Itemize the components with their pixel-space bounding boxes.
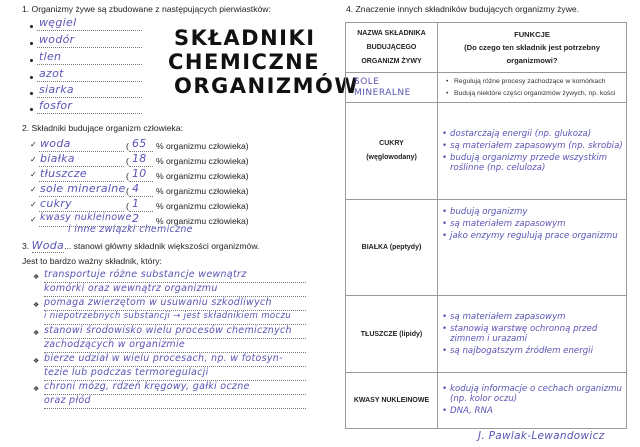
answer-line (129, 153, 153, 167)
answer-line (37, 51, 142, 65)
component-percent: 18 (132, 152, 147, 165)
element-answer: siarka (39, 83, 74, 96)
element-item (30, 51, 142, 66)
answer-line (37, 84, 142, 98)
diamond-bullet-icon: ❖ (33, 302, 40, 309)
row-name-sub: (węglowodany) (366, 154, 417, 161)
extra-note: i inne związki chemiczne (68, 224, 193, 235)
function-item: • DNA, RNA (438, 406, 626, 416)
function-line (44, 368, 306, 381)
bullet-icon (30, 42, 33, 45)
answer-line (39, 153, 124, 167)
header-name-column (346, 23, 438, 73)
answer-line (39, 168, 124, 182)
row-functions (438, 373, 627, 429)
header-text: NAZWA SKŁADNIKA (357, 29, 426, 37)
diamond-bullet-icon: ❖ (33, 330, 40, 337)
function-line (44, 340, 306, 353)
title-line: ORGANIZMÓW (174, 74, 360, 98)
percent-label: % organizmu człowieka) (156, 186, 249, 196)
element-answer: węgiel (39, 16, 77, 29)
row-name (346, 103, 438, 200)
function-text: i niepotrzebnych substancji → jest składnikiem moczu (44, 311, 292, 321)
answer-line (37, 17, 142, 31)
table-row (346, 73, 627, 103)
row-name-text: TŁUSZCZE (lipidy) (360, 330, 423, 338)
component-item (30, 138, 250, 153)
function-text: bierze udział w wielu procesach, np. w fotosyn- (44, 353, 283, 364)
section3 (22, 239, 259, 252)
row-functions (438, 73, 627, 103)
bullet-icon (30, 108, 33, 111)
element-item (30, 68, 142, 83)
function-text: komórki oraz wewnątrz organizmu (44, 283, 218, 294)
section1-heading: 1. Organizmy żywe są zbudowane z następujących pierwiastków: (22, 4, 271, 14)
function-item: • stanowią warstwę ochronną przed zimnem i urazami (438, 324, 626, 344)
answer-line (129, 198, 153, 212)
function-text: stanowi środowisko wielu procesów chemicznych (44, 325, 292, 336)
diamond-bullet-icon: ❖ (33, 358, 40, 365)
percent-label: % organizmu człowieka) (156, 171, 249, 181)
function-item: • Budują niektóre części organizmów żywych, np. kości (438, 89, 626, 99)
answer-line (37, 68, 142, 82)
percent-label: % organizmu człowieka) (156, 216, 249, 226)
function-item: • dostarczają energii (np. glukoza) (438, 129, 626, 139)
function-text: zachodzących w organizmie (44, 339, 186, 350)
functions-heading: Jest to bardzo ważny składnik, który: (22, 256, 162, 266)
row-functions (438, 296, 627, 373)
checkmark-icon: ✓ (30, 170, 37, 179)
function-item: • są materiałem zapasowym (438, 219, 626, 229)
function-text: tezie lub podczas termoregulacji (44, 367, 209, 378)
function-text: transportuje różne substancje wewnątrz (44, 269, 247, 280)
function-text: chroni mózg, rdzeń kręgowy, gałki oczne (44, 381, 250, 392)
component-name: białka (40, 152, 75, 165)
paren: ( (126, 186, 129, 196)
section3-answer: Woda (31, 239, 65, 252)
title-line: CHEMICZNE (168, 50, 321, 74)
function-item: • są materiałem zapasowym (438, 312, 626, 322)
function-item: • są najbogatszym źródłem energii (438, 346, 626, 356)
component-percent: 4 (132, 182, 140, 195)
table-row (346, 103, 627, 200)
diamond-bullet-icon: ❖ (33, 386, 40, 393)
component-name: tłuszcze (40, 167, 87, 180)
header-text: BUDUJĄCEGO (366, 43, 417, 51)
table-row (346, 200, 627, 296)
checkmark-icon: ✓ (30, 185, 37, 194)
component-percent: 65 (132, 137, 147, 150)
row-name (346, 73, 438, 103)
section3-text: ... stanowi główny składnik większości organizmów. (64, 241, 260, 251)
component-name: cukry (40, 197, 72, 210)
row-name (346, 200, 438, 296)
checkmark-icon: ✓ (30, 215, 37, 224)
element-answer: tlen (39, 50, 62, 63)
function-item: • budują organizmy przede wszystkim roślinne (np. celuloza) (438, 153, 626, 173)
row-functions (438, 103, 627, 200)
component-name: woda (40, 137, 71, 150)
function-item: • są materiałem zapasowym (np. skrobia) (438, 141, 626, 151)
element-answer: wodór (39, 33, 75, 46)
header-text: FUNKCJE (514, 30, 550, 39)
function-text: oraz płód (44, 395, 91, 406)
header-functions-column (438, 23, 627, 73)
function-item: • kodują informacje o cechach organizmu (np. kolor oczu) (438, 384, 626, 404)
section4-heading: 4. Znaczenie innych składników budujących organizmy żywe. (346, 4, 580, 14)
element-answer: azot (39, 67, 64, 80)
bullet-icon (30, 59, 33, 62)
function-line (44, 382, 306, 395)
table-row (346, 373, 627, 429)
component-percent: 2 (132, 212, 140, 225)
function-text: pomaga zwierzętom w usuwaniu szkodliwych (44, 297, 272, 308)
header-text: (Do czego ten składnik jest potrzebny organizmowi? (464, 43, 600, 65)
section2-heading: 2. Składniki budujące organizm człowieka: (22, 123, 183, 133)
component-name: kwasy nukleinowe (40, 212, 132, 223)
section3-number: 3. (22, 241, 30, 251)
component-percent: 1 (132, 197, 140, 210)
function-item: • budują organizmy (438, 207, 626, 217)
component-item (30, 168, 250, 183)
answer-line (39, 198, 124, 212)
element-item (30, 17, 142, 32)
signature: J. Pawlak-Lewandowicz (478, 430, 605, 442)
function-line (44, 354, 306, 367)
answer-line (129, 138, 153, 152)
percent-label: % organizmu człowieka) (156, 141, 249, 151)
paren: ( (126, 156, 129, 166)
element-answer: fosfor (39, 99, 73, 112)
checkmark-icon: ✓ (30, 140, 37, 149)
row-name (346, 296, 438, 373)
component-item (30, 153, 250, 168)
bullet-icon (30, 76, 33, 79)
element-item (30, 84, 142, 99)
answer-line (37, 34, 142, 48)
checkmark-icon: ✓ (30, 200, 37, 209)
checkmark-icon: ✓ (30, 155, 37, 164)
paren: ( (126, 141, 129, 151)
table-header-row (346, 23, 627, 73)
component-item (30, 198, 250, 213)
percent-label: % organizmu człowieka) (156, 201, 249, 211)
components-table (345, 22, 627, 429)
answer-line (129, 183, 153, 197)
row-name-text: SOLE MINERALNE (354, 76, 411, 98)
header-text: ORGANIZM ŻYWY (361, 57, 422, 65)
bullet-icon (30, 92, 33, 95)
function-item: • Regulują różne procesy zachodzące w komórkach (438, 77, 626, 87)
row-name-text: CUKRY (379, 140, 404, 147)
answer-line (39, 183, 124, 197)
answer-line (37, 100, 142, 114)
function-line (44, 298, 306, 311)
component-item (30, 183, 250, 198)
function-line (44, 270, 306, 283)
table-row (346, 296, 627, 373)
answer-line (129, 168, 153, 182)
function-line (44, 284, 306, 297)
row-functions (438, 200, 627, 296)
element-item (30, 100, 142, 115)
element-item (30, 34, 142, 49)
paren: ( (126, 171, 129, 181)
percent-label: % organizmu człowieka) (156, 156, 249, 166)
diamond-bullet-icon: ❖ (33, 274, 40, 281)
row-name (346, 373, 438, 429)
paren: ( (126, 201, 129, 211)
answer-line (39, 138, 124, 152)
row-name-text: BIAŁKA (peptydy) (361, 244, 422, 251)
title-line: SKŁADNIKI (174, 26, 316, 50)
component-percent: 10 (132, 167, 147, 180)
page-title (168, 26, 360, 98)
function-line (44, 396, 306, 409)
component-name: sole mineralne (40, 182, 126, 195)
function-line (44, 312, 306, 325)
function-line (44, 326, 306, 339)
function-item: • jako enzymy regulują prace organizmu (438, 231, 626, 241)
row-name-text: KWASY NUKLEINOWE (353, 397, 430, 404)
bullet-icon (30, 25, 33, 28)
